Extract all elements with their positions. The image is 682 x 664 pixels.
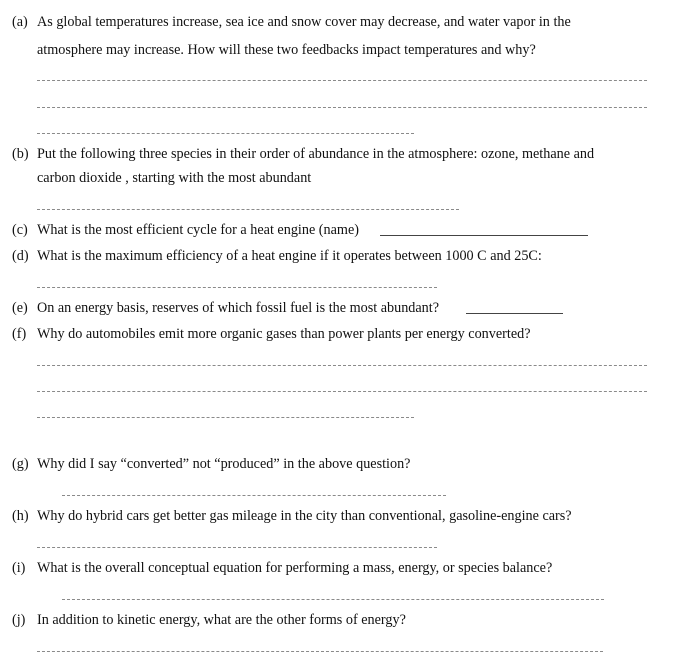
answer-line-j[interactable] xyxy=(37,651,603,652)
answer-line-d[interactable] xyxy=(37,287,437,288)
answer-line-f-3[interactable] xyxy=(37,417,414,418)
question-g xyxy=(12,456,410,472)
question-h xyxy=(12,508,572,524)
question-c xyxy=(12,222,359,238)
answer-line-c[interactable] xyxy=(380,235,588,236)
question-i-marker: (i) xyxy=(12,560,26,576)
question-g-marker: (g) xyxy=(12,456,29,472)
question-c-text: What is the most efficient cycle for a heat engine (name) xyxy=(37,222,359,238)
question-h-marker: (h) xyxy=(12,508,29,524)
question-f-text: Why do automobiles emit more organic gases than power plants per energy converted? xyxy=(37,326,531,342)
question-b-line-2: carbon dioxide , starting with the most abundant xyxy=(37,170,312,186)
answer-line-a-1[interactable] xyxy=(37,80,647,81)
question-d-text: What is the maximum efficiency of a heat engine if it operates between 1000 C and 25C: xyxy=(37,248,542,264)
question-a-line-1 xyxy=(12,14,571,30)
answer-line-f-1[interactable] xyxy=(37,365,647,366)
question-i-text: What is the overall conceptual equation for performing a mass, energy, or species balance? xyxy=(37,560,553,576)
question-e-marker: (e) xyxy=(12,300,28,316)
question-j-marker: (j) xyxy=(12,612,26,628)
question-c-marker: (c) xyxy=(12,222,28,238)
answer-line-a-2[interactable] xyxy=(37,107,647,108)
question-d-marker: (d) xyxy=(12,248,29,264)
question-a-text-1: As global temperatures increase, sea ice and snow cover may decrease, and water vapor in the xyxy=(37,14,571,30)
question-j-text: In addition to kinetic energy, what are the other forms of energy? xyxy=(37,612,406,628)
question-i xyxy=(12,560,552,576)
question-b-line-1 xyxy=(12,146,594,162)
question-d xyxy=(12,248,542,264)
question-e xyxy=(12,300,439,316)
answer-line-i[interactable] xyxy=(62,599,604,600)
answer-line-a-3[interactable] xyxy=(37,133,414,134)
question-j xyxy=(12,612,406,628)
question-f xyxy=(12,326,531,342)
answer-line-f-2[interactable] xyxy=(37,391,647,392)
question-f-marker: (f) xyxy=(12,326,27,342)
answer-line-e[interactable] xyxy=(466,313,563,314)
question-a-marker: (a) xyxy=(12,14,28,30)
question-b-marker: (b) xyxy=(12,146,29,162)
answer-line-h[interactable] xyxy=(37,547,437,548)
question-e-text: On an energy basis, reserves of which fossil fuel is the most abundant? xyxy=(37,300,440,316)
question-g-text: Why did I say “converted” not “produced” in the above question? xyxy=(37,456,411,472)
question-a-line-2: atmosphere may increase. How will these two feedbacks impact temperatures and why? xyxy=(37,42,536,58)
question-h-text: Why do hybrid cars get better gas mileage in the city than conventional, gasoline-engine cars? xyxy=(37,508,572,524)
question-b-text-1: Put the following three species in their order of abundance in the atmosphere: ozone, methane and xyxy=(37,146,595,162)
answer-line-b[interactable] xyxy=(37,209,459,210)
answer-line-g[interactable] xyxy=(62,495,446,496)
